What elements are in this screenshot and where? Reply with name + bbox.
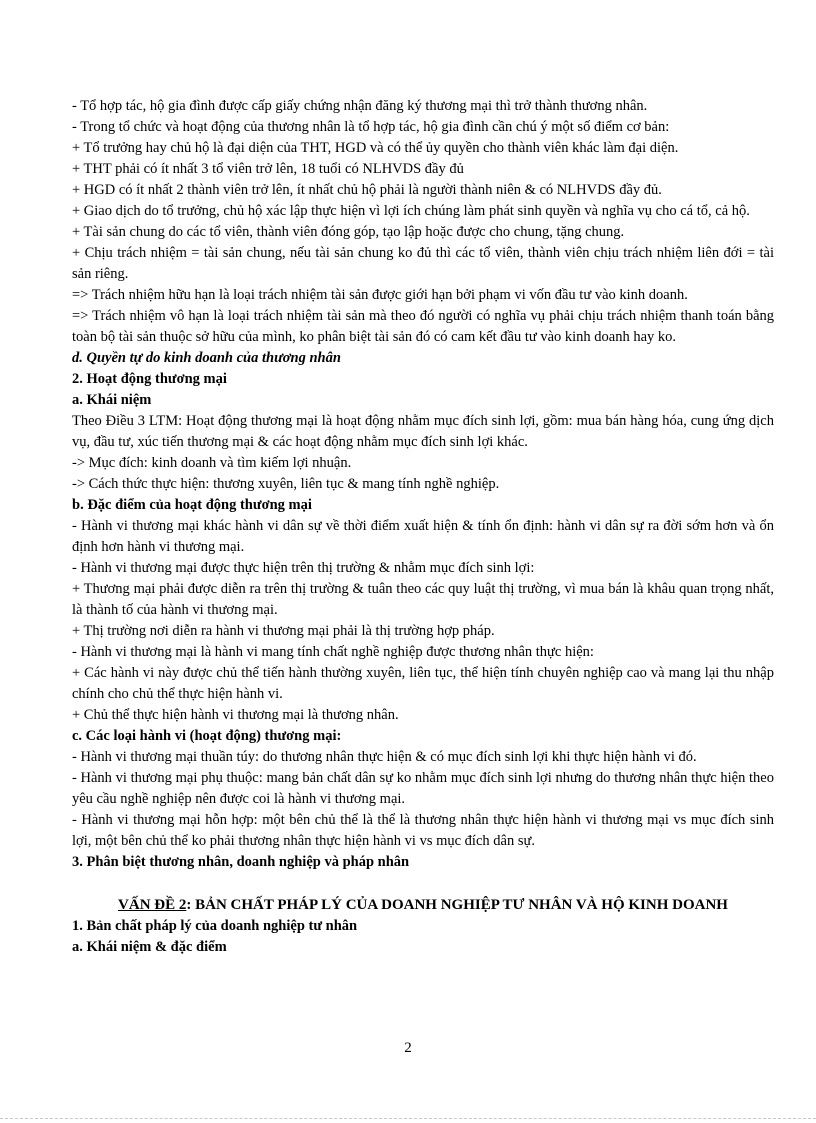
issue-title: : BẢN CHẤT PHÁP LÝ CỦA DOANH NGHIỆP TƯ NHÂN VÀ HỘ KINH DOANH [186,897,728,913]
paragraph: + Chủ thể thực hiện hành vi thương mại là thương nhân. [72,707,399,723]
subheading: 1. Bản chất pháp lý của doanh nghiệp tư nhân [72,918,358,934]
paragraph: -> Mục đích: kinh doanh và tìm kiếm lợi nhuận. [72,455,352,471]
paragraph: + Các hành vi này được chủ thể tiến hành thường xuyên, liên tục, thể hiện tính chuyên nghiệp cao và mang lại thu nhập chính cho chủ thể thực hiện hành vi. [72,665,774,702]
paragraph: - Hành vi thương mại là hành vi mang tính chất nghề nghiệp được thương nhân thực hiện: [72,644,594,660]
page-bottom-divider [0,1118,816,1119]
section-heading-issue-2 [72,895,774,916]
paragraph: => Trách nhiệm vô hạn là loại trách nhiệm tài sản mà theo đó người có nghĩa vụ phải chịu trách nhiệm thanh toán bằng toàn bộ tài sản thuộc sở hữu của mình, ko phân biệt tài sản đó có cam kết đầu tư vào kinh doanh hay ko. [72,308,774,345]
paragraph: Theo Điều 3 LTM: Hoạt động thương mại là hoạt động nhằm mục đích sinh lợi, gồm: mua bán hàng hóa, cung ứng dịch vụ, đầu tư, xúc tiến thương mại & các hoạt động nhằm mục đích sinh lợi khác. [72,413,774,450]
paragraph: - Hành vi thương mại thuần túy: do thương nhân thực hiện & có mục đích sinh lợi khi thực hiện hành vi đó. [72,749,697,765]
paragraph: + Tổ trưởng hay chủ hộ là đại diện của THT, HGD và có thể ủy quyền cho thành viên khác làm đại diện. [72,140,679,156]
paragraph: + Giao dịch do tổ trưởng, chủ hộ xác lập thực hiện vì lợi ích chúng làm phát sinh quyền và nghĩa vụ cho cá tổ, cả hộ. [72,203,750,219]
subheading: a. Khái niệm & đặc điểm [72,939,227,955]
paragraph: - Tổ hợp tác, hộ gia đình được cấp giấy chứng nhận đăng ký thương mại thì trở thành thương nhân. [72,98,648,114]
paragraph: + HGD có ít nhất 2 thành viên trở lên, ít nhất chủ hộ phải là người thành niên & có NLHVDS đầy đủ. [72,182,662,198]
subheading: d. Quyền tự do kinh doanh của thương nhân [72,350,341,366]
subheading: 3. Phân biệt thương nhân, doanh nghiệp và pháp nhân [72,854,410,870]
issue-lead: VẤN ĐỀ 2 [118,897,187,913]
paragraph: - Hành vi thương mại được thực hiện trên thị trường & nhằm mục đích sinh lợi: [72,560,535,576]
subheading: a. Khái niệm [72,392,152,408]
page-number: 2 [404,1040,412,1056]
paragraph: - Hành vi thương mại khác hành vi dân sự về thời điểm xuất hiện & tính ổn định: hành vi dân sự ra đời sớm hơn và ổn định hơn hành vi thương mại. [72,518,774,555]
subheading: 2. Hoạt động thương mại [72,371,227,387]
paragraph: + Thương mại phải được diễn ra trên thị trường & tuân theo các quy luật thị trường, vì mua bán là khâu quan trọng nhất, là thành tố của hành vi thương mại. [72,581,774,618]
paragraph: + Chịu trách nhiệm = tài sản chung, nếu tài sản chung ko đủ thì các tổ viên, thành viên chịu trách nhiệm liên đới = tài sản riêng. [72,245,774,282]
paragraph: - Trong tổ chức và hoạt động của thương nhân là tổ hợp tác, hộ gia đình cần chú ý một số điểm cơ bản: [72,119,670,135]
paragraph: + THT phải có ít nhất 3 tổ viên trở lên, 18 tuổi có NLHVDS đầy đủ [72,161,464,177]
subheading: b. Đặc điểm của hoạt động thương mại [72,497,312,513]
paragraph: + Tài sản chung do các tổ viên, thành viên đóng góp, tạo lập hoặc được cho chung, tặng chung. [72,224,625,240]
document-body-after-issue [72,916,774,958]
paragraph: -> Cách thức thực hiện: thương xuyên, liên tục & mang tính nghề nghiệp. [72,476,500,492]
paragraph: - Hành vi thương mại hỗn hợp: một bên chủ thể là thể là thương nhân thực hiện hành vi thương mại vs mục đích sinh lợi, một bên chủ thể ko phải thương nhân thực hiện hành vi vs mục đích dân sự. [72,812,774,849]
paragraph: => Trách nhiệm hữu hạn là loại trách nhiệm tài sản được giới hạn bởi phạm vi vốn đầu tư vào kinh doanh. [72,287,688,303]
paragraph: - Hành vi thương mại phụ thuộc: mang bản chất dân sự ko nhằm mục đích sinh lợi nhưng do thương nhân thực hiện theo yêu cầu nghề nghiệp nên được coi là hành vi thương mại. [72,770,774,807]
paragraph: + Thị trường nơi diễn ra hành vi thương mại phải là thị trường hợp pháp. [72,623,495,639]
document-page [72,96,774,958]
document-body [72,96,774,873]
subheading: c. Các loại hành vi (hoạt động) thương mại: [72,728,342,744]
